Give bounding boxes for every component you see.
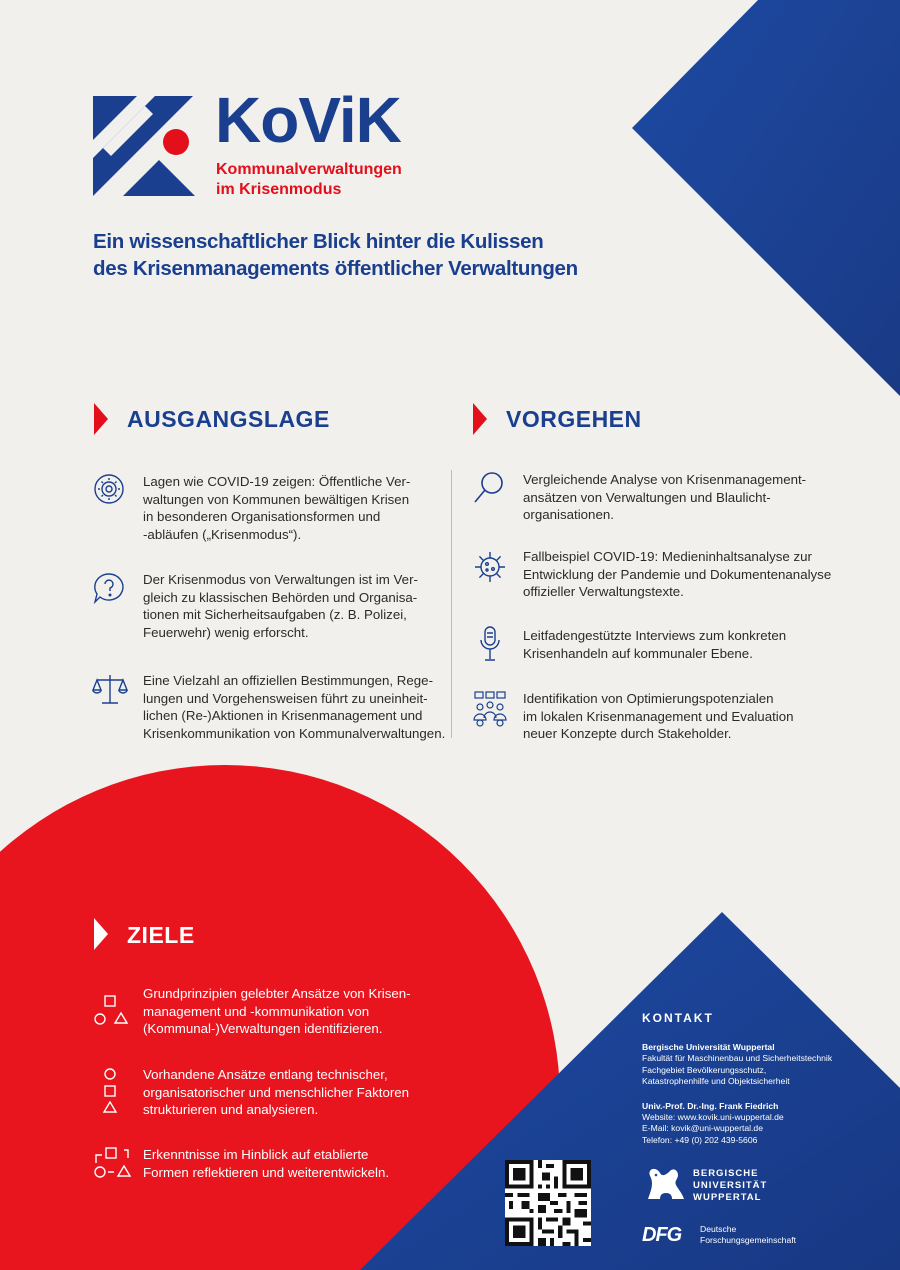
magnifier-icon — [472, 470, 506, 506]
brand-wordmark: KoViK — [215, 84, 401, 156]
microphone-icon — [478, 625, 502, 663]
section-arrow-icon — [94, 918, 108, 950]
contact-email-link[interactable]: E-Mail: kovik@uni-wuppertal.de — [642, 1123, 763, 1134]
shapes-structure-icon — [99, 1066, 121, 1118]
ausgangslage-item-3: Eine Vielzahl an offiziellen Bestimmungen, Rege- lungen und Vorgehensweisen führt zu uneinheit- lichen (Re-)Aktionen in Krisenmanagement und Krisenkommunikation von Kommunalverwaltungen. — [143, 673, 446, 741]
brand-subtitle: Kommunalverwaltungen im Krisenmodus — [216, 161, 402, 198]
vorgehen-item-1: Vergleichende Analyse von Krisenmanagement- ansätzen von Verwaltungen und Blaulicht- organisationen. — [523, 472, 807, 522]
ziele-item-3: Erkenntnisse im Hinblick auf etablierte Formen reflektieren und weiterentwickeln. — [143, 1147, 390, 1180]
dfg-logo: DFG — [642, 1224, 682, 1246]
university-lion-logo-icon — [642, 1165, 686, 1205]
shapes-identify-icon — [92, 993, 130, 1027]
ausgangslage-item-2: Der Krisenmodus von Verwaltungen ist im Ver- gleich zu klassischen Behörden und Organisa- tionen mit Sicherheitsaufgaben (z. B. Polizei, Feuerwehr) wenig erforscht. — [143, 572, 418, 640]
dfg-logo-text: Deutsche Forschungsgemeinschaft — [700, 1224, 797, 1245]
section-arrow-icon — [94, 403, 108, 435]
column-divider — [451, 470, 452, 738]
ausgangslage-item-1: Lagen wie COVID-19 zeigen: Öffentliche Ver- waltungen von Kommunen bewältigen Krisen in besonderen Organisationsformen und -abläufen („Krisenmodus“). — [143, 474, 411, 542]
section-arrow-icon — [473, 403, 487, 435]
scales-icon — [92, 672, 128, 706]
qr-code[interactable] — [505, 1160, 591, 1246]
top-right-blue-triangle — [632, 0, 900, 396]
section-title-ausgangslage: AUSGANGSLAGE — [127, 406, 330, 432]
vorgehen-item-3: Leitfadengestützte Interviews zum konkreten Krisenhandeln auf kommunaler Ebene. — [523, 628, 787, 661]
contact-phone: Telefon: +49 (0) 202 439-5606 — [642, 1134, 758, 1145]
ziele-item-1: Grundprinzipien gelebter Ansätze von Krisen- management und -kommunikation von (Kommunal-)Verwaltungen identifizieren. — [143, 986, 411, 1036]
contact-website-link[interactable]: Website: www.kovik.uni-wuppertal.de — [642, 1112, 784, 1123]
university-logo-text: BERGISCHE UNIVERSITÄT WUPPERTAL — [693, 1168, 768, 1203]
contact-block: KONTAKT Bergische Universität Wuppertal Fakultät für Maschinenbau und Sicherheitstechnik Fachgebiet Bevölkerungsschutz, Katastrophenhilfe und Objektsicherheit Univ.-Prof. Dr.-Ing. Frank Fiedrich Website: www.kovik.uni-wuppertal.de E-Mail: kovik@uni-wuppertal.de Telefon: +49 (0) 202 439-5606 — [642, 1011, 833, 1145]
contact-heading: KONTAKT — [642, 1011, 714, 1025]
kovik-logo-mark — [93, 96, 197, 196]
section-title-vorgehen: VORGEHEN — [506, 406, 642, 432]
question-bubble-icon — [92, 571, 126, 605]
shapes-reflect-icon — [92, 1145, 132, 1181]
section-title-ziele: ZIELE — [127, 922, 195, 948]
page-tagline: Ein wissenschaftlicher Blick hinter die Kulissen des Krisenmanagements öffentlicher Verwaltungen — [93, 230, 578, 280]
stakeholder-group-icon — [472, 690, 508, 728]
vorgehen-item-2: Fallbeispiel COVID-19: Medieninhaltsanalyse zur Entwicklung der Pandemie und Dokumentenanalyse offizieller Verwaltungstexte. — [523, 549, 832, 599]
vorgehen-item-4: Identifikation von Optimierungspotenzialen im lokalen Krisenmanagement und Evaluation neuer Konzepte durch Stakeholder. — [523, 691, 794, 741]
gear-cycle-icon — [92, 472, 126, 506]
virus-icon — [472, 549, 508, 585]
ziele-item-2: Vorhandene Ansätze entlang technischer, organisatorischer und menschlicher Faktoren strukturieren und analysieren. — [143, 1067, 410, 1117]
